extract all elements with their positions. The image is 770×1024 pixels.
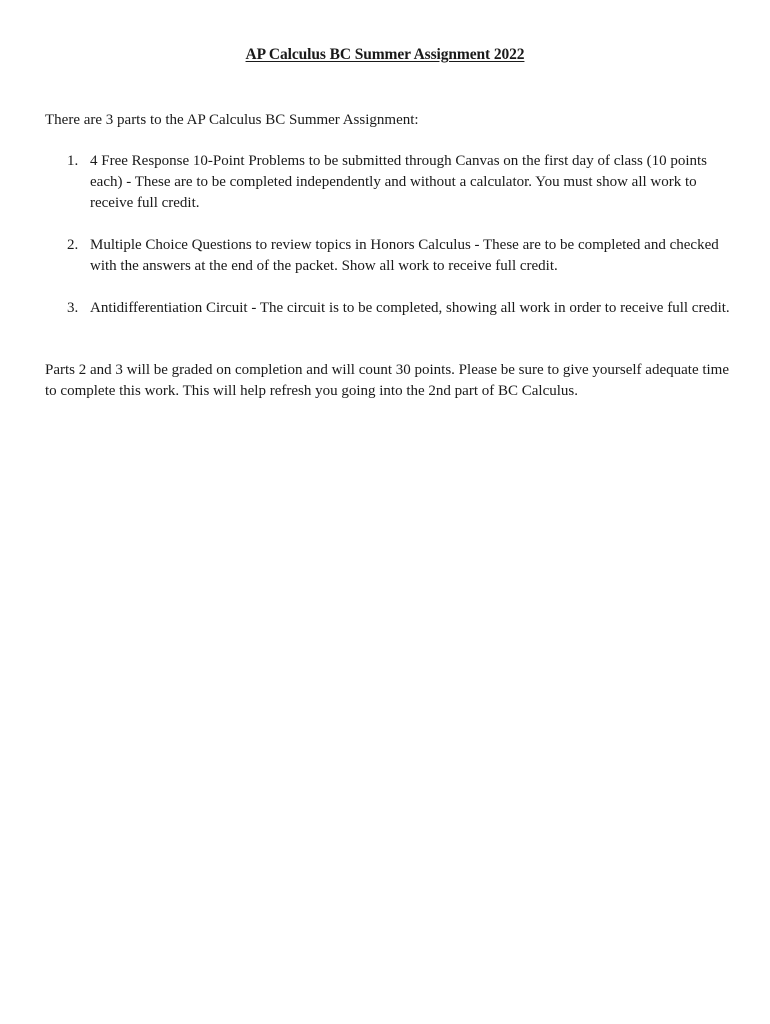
document-title: AP Calculus BC Summer Assignment 2022 (245, 46, 525, 63)
list-item-number: 2. (67, 237, 79, 253)
list-item (45, 151, 735, 214)
assignment-parts-list (45, 151, 735, 340)
list-item-text: Multiple Choice Questions to review topics in Honors Calculus - These are to be completed and checked with the answers at the end of the packet. Show all work to receive full credit. (90, 237, 719, 274)
intro-paragraph: There are 3 parts to the AP Calculus BC Summer Assignment: (45, 112, 419, 128)
closing-paragraph: Parts 2 and 3 will be graded on completion and will count 30 points. Please be sure to give yourself adequate time to complete this work. This will help refresh you going into the 2nd part of BC Calculus. (45, 362, 730, 399)
list-item (45, 298, 735, 319)
list-item (45, 235, 735, 277)
list-item-text: Antidifferentiation Circuit - The circuit is to be completed, showing all work in order to receive full credit. (90, 300, 730, 316)
list-item-number: 1. (67, 153, 79, 169)
list-item-number: 3. (67, 300, 79, 316)
list-item-text: 4 Free Response 10-Point Problems to be submitted through Canvas on the first day of class (10 points each) - These are to be completed independently and without a calculator. You must show all work to receive full credit. (90, 153, 708, 211)
